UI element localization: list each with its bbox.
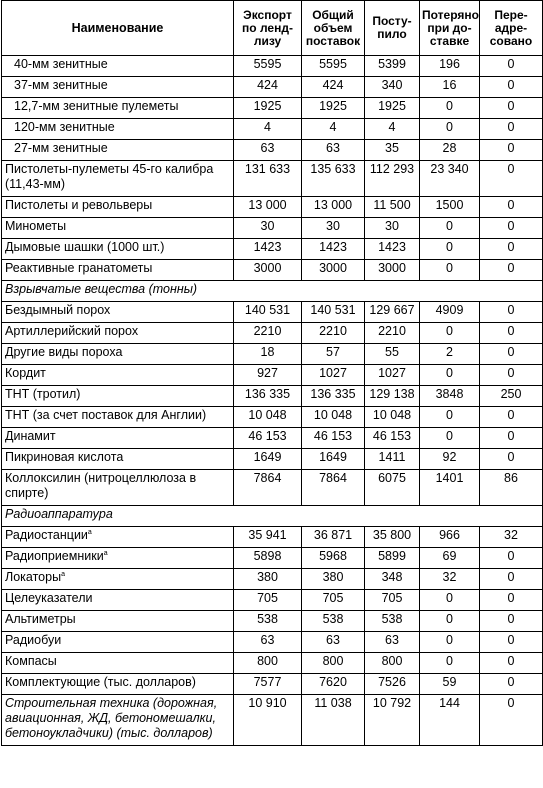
cell-total: 136 335: [302, 386, 365, 407]
cell-export: 10 048: [234, 407, 302, 428]
cell-lost: 196: [420, 56, 480, 77]
row-name: Компасы: [2, 653, 234, 674]
cell-lost: 23 340: [420, 161, 480, 197]
cell-total: 46 153: [302, 428, 365, 449]
row-name-text: Радиоприемники: [5, 549, 104, 563]
cell-received: 6075: [365, 470, 420, 506]
cell-total: 7864: [302, 470, 365, 506]
row-name: 120-мм зенитные: [2, 119, 234, 140]
cell-received: 10 792: [365, 695, 420, 746]
cell-readdressed: 250: [480, 386, 543, 407]
cell-lost: 32: [420, 569, 480, 590]
cell-export: 131 633: [234, 161, 302, 197]
table-row: [2, 590, 543, 611]
cell-received: 705: [365, 590, 420, 611]
cell-readdressed: 0: [480, 365, 543, 386]
header-total: Общий объем поставок: [302, 1, 365, 56]
footnote-marker: a: [87, 528, 92, 536]
row-name: Дымовые шашки (1000 шт.): [2, 239, 234, 260]
cell-export: 705: [234, 590, 302, 611]
cell-received: 11 500: [365, 197, 420, 218]
cell-export: 46 153: [234, 428, 302, 449]
cell-lost: 0: [420, 590, 480, 611]
footnote-marker: a: [103, 549, 108, 557]
cell-readdressed: 0: [480, 302, 543, 323]
cell-lost: 28: [420, 140, 480, 161]
cell-export: 18: [234, 344, 302, 365]
table-row: [2, 407, 543, 428]
row-name: Другие виды пороха: [2, 344, 234, 365]
cell-export: 2210: [234, 323, 302, 344]
cell-export: 5595: [234, 56, 302, 77]
cell-readdressed: 0: [480, 140, 543, 161]
cell-total: 30: [302, 218, 365, 239]
cell-readdressed: 32: [480, 527, 543, 548]
cell-received: 1411: [365, 449, 420, 470]
table-row: [2, 56, 543, 77]
cell-received: 348: [365, 569, 420, 590]
cell-received: 129 667: [365, 302, 420, 323]
cell-lost: 2: [420, 344, 480, 365]
table-row: [2, 161, 543, 197]
table-row: [2, 449, 543, 470]
cell-export: 424: [234, 77, 302, 98]
cell-export: 7577: [234, 674, 302, 695]
cell-received: 55: [365, 344, 420, 365]
cell-received: 5899: [365, 548, 420, 569]
cell-export: 63: [234, 632, 302, 653]
cell-received: 10 048: [365, 407, 420, 428]
row-name: Целеуказатели: [2, 590, 234, 611]
cell-total: 7620: [302, 674, 365, 695]
cell-export: 1423: [234, 239, 302, 260]
cell-lost: 0: [420, 365, 480, 386]
table-row: [2, 470, 543, 506]
table-row: [2, 653, 543, 674]
cell-export: 800: [234, 653, 302, 674]
cell-export: 140 531: [234, 302, 302, 323]
row-name: 27-мм зенитные: [2, 140, 234, 161]
table-row: [2, 140, 543, 161]
cell-total: 3000: [302, 260, 365, 281]
row-name: Радиобуи: [2, 632, 234, 653]
cell-readdressed: 0: [480, 56, 543, 77]
table-row: [2, 77, 543, 98]
cell-readdressed: 0: [480, 407, 543, 428]
cell-received: 1925: [365, 98, 420, 119]
cell-readdressed: 0: [480, 611, 543, 632]
cell-export: 13 000: [234, 197, 302, 218]
cell-lost: 144: [420, 695, 480, 746]
cell-received: 7526: [365, 674, 420, 695]
cell-readdressed: 0: [480, 197, 543, 218]
cell-total: 1649: [302, 449, 365, 470]
cell-lost: 3848: [420, 386, 480, 407]
cell-total: 57: [302, 344, 365, 365]
table-row: [2, 428, 543, 449]
cell-total: 1423: [302, 239, 365, 260]
table-row: [2, 611, 543, 632]
cell-total: 705: [302, 590, 365, 611]
cell-lost: 0: [420, 653, 480, 674]
row-name: Коллоксилин (нитроцеллюлоза в спирте): [2, 470, 234, 506]
cell-readdressed: 0: [480, 161, 543, 197]
cell-readdressed: 0: [480, 239, 543, 260]
row-name: Альтиметры: [2, 611, 234, 632]
cell-lost: 0: [420, 119, 480, 140]
row-name-text: Радиостанции: [5, 528, 88, 542]
cell-total: 63: [302, 632, 365, 653]
cell-received: 800: [365, 653, 420, 674]
row-name: ТНТ (за счет поставок для Англии): [2, 407, 234, 428]
row-name: [2, 527, 234, 548]
cell-readdressed: 0: [480, 632, 543, 653]
cell-export: 1649: [234, 449, 302, 470]
cell-total: 140 531: [302, 302, 365, 323]
cell-export: 30: [234, 218, 302, 239]
row-name: Комплектующие (тыс. долларов): [2, 674, 234, 695]
cell-lost: 0: [420, 407, 480, 428]
row-name: [2, 569, 234, 590]
cell-total: 1925: [302, 98, 365, 119]
cell-readdressed: 0: [480, 590, 543, 611]
row-name: Бездымный порох: [2, 302, 234, 323]
cell-readdressed: 0: [480, 449, 543, 470]
cell-lost: 0: [420, 260, 480, 281]
cell-total: 4: [302, 119, 365, 140]
cell-lost: 0: [420, 428, 480, 449]
row-name: Пистолеты-пулеметы 45-го калибра (11,43-мм): [2, 161, 234, 197]
cell-export: 5898: [234, 548, 302, 569]
cell-export: 1925: [234, 98, 302, 119]
cell-received: 3000: [365, 260, 420, 281]
cell-total: 5595: [302, 56, 365, 77]
cell-received: 112 293: [365, 161, 420, 197]
cell-export: 927: [234, 365, 302, 386]
row-name: Реактивные гранатометы: [2, 260, 234, 281]
cell-total: 13 000: [302, 197, 365, 218]
cell-lost: 1500: [420, 197, 480, 218]
header-readdressed: Пере-адре-совано: [480, 1, 543, 56]
cell-received: 35: [365, 140, 420, 161]
cell-lost: 59: [420, 674, 480, 695]
cell-received: 63: [365, 632, 420, 653]
cell-lost: 0: [420, 323, 480, 344]
row-name: Строительная техника (дорожная, авиационная, ЖД, бетономешалки, бетоноукладчики) (тыс. долларов): [2, 695, 234, 746]
table-row: [2, 365, 543, 386]
cell-readdressed: 0: [480, 674, 543, 695]
row-name: ТНТ (тротил): [2, 386, 234, 407]
cell-received: 1423: [365, 239, 420, 260]
cell-export: 538: [234, 611, 302, 632]
cell-received: 30: [365, 218, 420, 239]
table-row: [2, 323, 543, 344]
cell-lost: 69: [420, 548, 480, 569]
table-row: [2, 197, 543, 218]
cell-received: 2210: [365, 323, 420, 344]
row-name-text: Локаторы: [5, 570, 62, 584]
cell-received: 340: [365, 77, 420, 98]
cell-total: 135 633: [302, 161, 365, 197]
cell-total: 10 048: [302, 407, 365, 428]
table-row: [2, 548, 543, 569]
cell-export: 35 941: [234, 527, 302, 548]
cell-export: 7864: [234, 470, 302, 506]
cell-total: 1027: [302, 365, 365, 386]
row-name: 40-мм зенитные: [2, 56, 234, 77]
table-row: [2, 218, 543, 239]
cell-readdressed: 0: [480, 323, 543, 344]
cell-readdressed: 0: [480, 344, 543, 365]
cell-total: 63: [302, 140, 365, 161]
cell-readdressed: 0: [480, 260, 543, 281]
cell-total: 5968: [302, 548, 365, 569]
cell-received: 5399: [365, 56, 420, 77]
header-name: Наименование: [2, 1, 234, 56]
cell-received: 46 153: [365, 428, 420, 449]
header-received: Посту-пило: [365, 1, 420, 56]
cell-readdressed: 0: [480, 548, 543, 569]
row-name: Кордит: [2, 365, 234, 386]
header-export: Экспорт по ленд-лизу: [234, 1, 302, 56]
table-row: [2, 695, 543, 746]
cell-export: 4: [234, 119, 302, 140]
cell-lost: 0: [420, 239, 480, 260]
section-radio: Радиоаппаратура: [2, 506, 543, 527]
table-row: [2, 239, 543, 260]
row-name: Минометы: [2, 218, 234, 239]
table-row: [2, 386, 543, 407]
section-row: [2, 281, 543, 302]
cell-readdressed: 0: [480, 695, 543, 746]
cell-total: 36 871: [302, 527, 365, 548]
table-row: [2, 344, 543, 365]
cell-lost: 0: [420, 98, 480, 119]
cell-readdressed: 0: [480, 77, 543, 98]
cell-total: 538: [302, 611, 365, 632]
cell-export: 3000: [234, 260, 302, 281]
cell-total: 424: [302, 77, 365, 98]
row-name: [2, 548, 234, 569]
cell-received: 4: [365, 119, 420, 140]
cell-export: 136 335: [234, 386, 302, 407]
cell-received: 1027: [365, 365, 420, 386]
cell-readdressed: 0: [480, 98, 543, 119]
cell-total: 2210: [302, 323, 365, 344]
cell-lost: 16: [420, 77, 480, 98]
table-row: [2, 119, 543, 140]
row-name: Артиллерийский порох: [2, 323, 234, 344]
cell-export: 63: [234, 140, 302, 161]
cell-lost: 4909: [420, 302, 480, 323]
row-name: 12,7-мм зенитные пулеметы: [2, 98, 234, 119]
header-row: [2, 1, 543, 56]
cell-lost: 966: [420, 527, 480, 548]
row-name: Пистолеты и револьверы: [2, 197, 234, 218]
row-name: Динамит: [2, 428, 234, 449]
table-row: [2, 569, 543, 590]
header-lost: Потеряно при до-ставке: [420, 1, 480, 56]
row-name: Пикриновая кислота: [2, 449, 234, 470]
cell-readdressed: 0: [480, 569, 543, 590]
section-row: [2, 506, 543, 527]
cell-readdressed: 0: [480, 428, 543, 449]
cell-received: 35 800: [365, 527, 420, 548]
cell-export: 380: [234, 569, 302, 590]
table-row: [2, 527, 543, 548]
cell-lost: 0: [420, 611, 480, 632]
cell-received: 129 138: [365, 386, 420, 407]
table-row: [2, 302, 543, 323]
footnote-marker: a: [61, 570, 65, 578]
table-row: [2, 674, 543, 695]
section-explosives: Взрывчатые вещества (тонны): [2, 281, 543, 302]
cell-total: 380: [302, 569, 365, 590]
cell-lost: 92: [420, 449, 480, 470]
row-name: 37-мм зенитные: [2, 77, 234, 98]
cell-lost: 1401: [420, 470, 480, 506]
cell-total: 11 038: [302, 695, 365, 746]
cell-readdressed: 0: [480, 218, 543, 239]
cell-lost: 0: [420, 218, 480, 239]
table-row: [2, 260, 543, 281]
cell-total: 800: [302, 653, 365, 674]
cell-lost: 0: [420, 632, 480, 653]
cell-export: 10 910: [234, 695, 302, 746]
cell-readdressed: 0: [480, 119, 543, 140]
lend-lease-table: [1, 0, 543, 746]
table-row: [2, 98, 543, 119]
cell-received: 538: [365, 611, 420, 632]
table-row: [2, 632, 543, 653]
cell-readdressed: 0: [480, 653, 543, 674]
cell-readdressed: 86: [480, 470, 543, 506]
